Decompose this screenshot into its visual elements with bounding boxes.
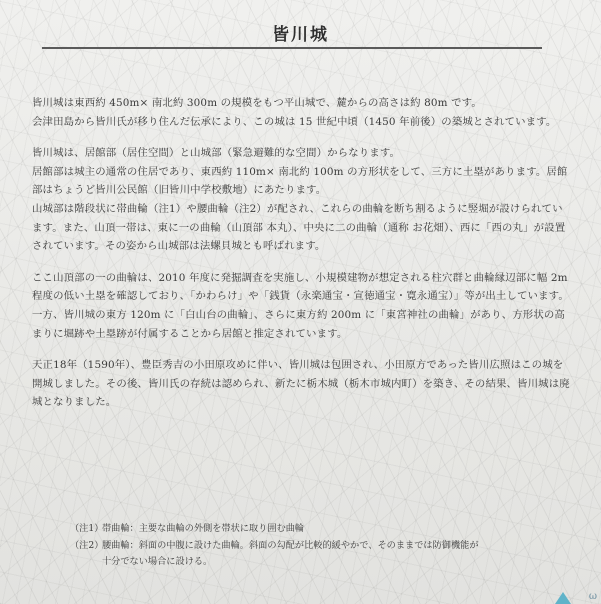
- footnote-mark: （注2）: [70, 539, 104, 551]
- paragraph-overview: 皆川城は東西約 450m× 南北約 300m の規模をもつ平山城で、麓からの高さは約 80m です。 会津田島から皆川氏が移り住んだ伝承により、この城は 15 世紀中頃（1450 年前後）の築城とされています。: [32, 97, 557, 128]
- paragraph-history: 天正18年（1590年）、豊臣秀吉の小田原攻めに伴い、皆川城は包囲され、小田原方であった皆川広照はこの城を開城しました。その後、皆川氏の存続は認められ、新たに栃木城（栃木市城内町）を築き、その結果、皆川城は廃城となりました。: [32, 359, 570, 409]
- logo-mark: [555, 592, 571, 604]
- paragraph-structure: 皆川城は、居館部（居住空間）と山城部（緊急避難的な空間）からなります。 居館部は城主の通常の住居であり、東西約 110m× 南北約 100m の方形状をして、三方に土塁があります。居館部はちょうど皆川公民館（旧皆川中学校敷地）にあたります。 山城部は階段状に帯曲輪（注1）や腰曲輪（注2）が配され、これらの曲輪を断ち割るように竪堀が設けられています。また、山頂一帯は、東に一の曲輪（山頂部 本丸）、中央に二の曲輪（通称 お花畑）、西に「西の丸」が設置されています。その姿から山城部は法螺貝城とも呼ばれます。: [32, 147, 568, 253]
- body-text: [32, 94, 572, 425]
- footnote-text: 腰曲輪：斜面の中腹に設けた曲輪。斜面の勾配が比較的緩やかで、そのままでは防御機能が 十分でない場合に設ける。: [102, 539, 479, 567]
- footnote-2: [70, 538, 550, 571]
- page-title: 皆川城: [272, 25, 329, 45]
- corner-text: ω: [588, 591, 597, 602]
- paragraph-excavation: ここ山頂部の一の曲輪は、2010 年度に発掘調査を実施し、小規模建物が想定される柱穴群と曲輪縁辺部に幅 2m 程度の低い土塁を確認しており、「かわらけ」や「銭貨（永楽通宝・宣徳通宝・寛永通宝）」等が出土しています。 一方、皆川城の東方 120m に「白山台の曲輪」、さらに東方約 200m に「東宮神社の曲輪」があり、方形状の高まりに堀跡や土塁跡が付属することから居館と推定されています。: [32, 271, 569, 340]
- footnote-1: [70, 521, 550, 538]
- footnotes: [70, 521, 550, 571]
- footnote-text: 帯曲輪：主要な曲輪の外側を帯状に取り囲む曲輪: [102, 523, 305, 534]
- footnote-mark: （注1）: [70, 523, 104, 534]
- title-divider: [42, 47, 542, 49]
